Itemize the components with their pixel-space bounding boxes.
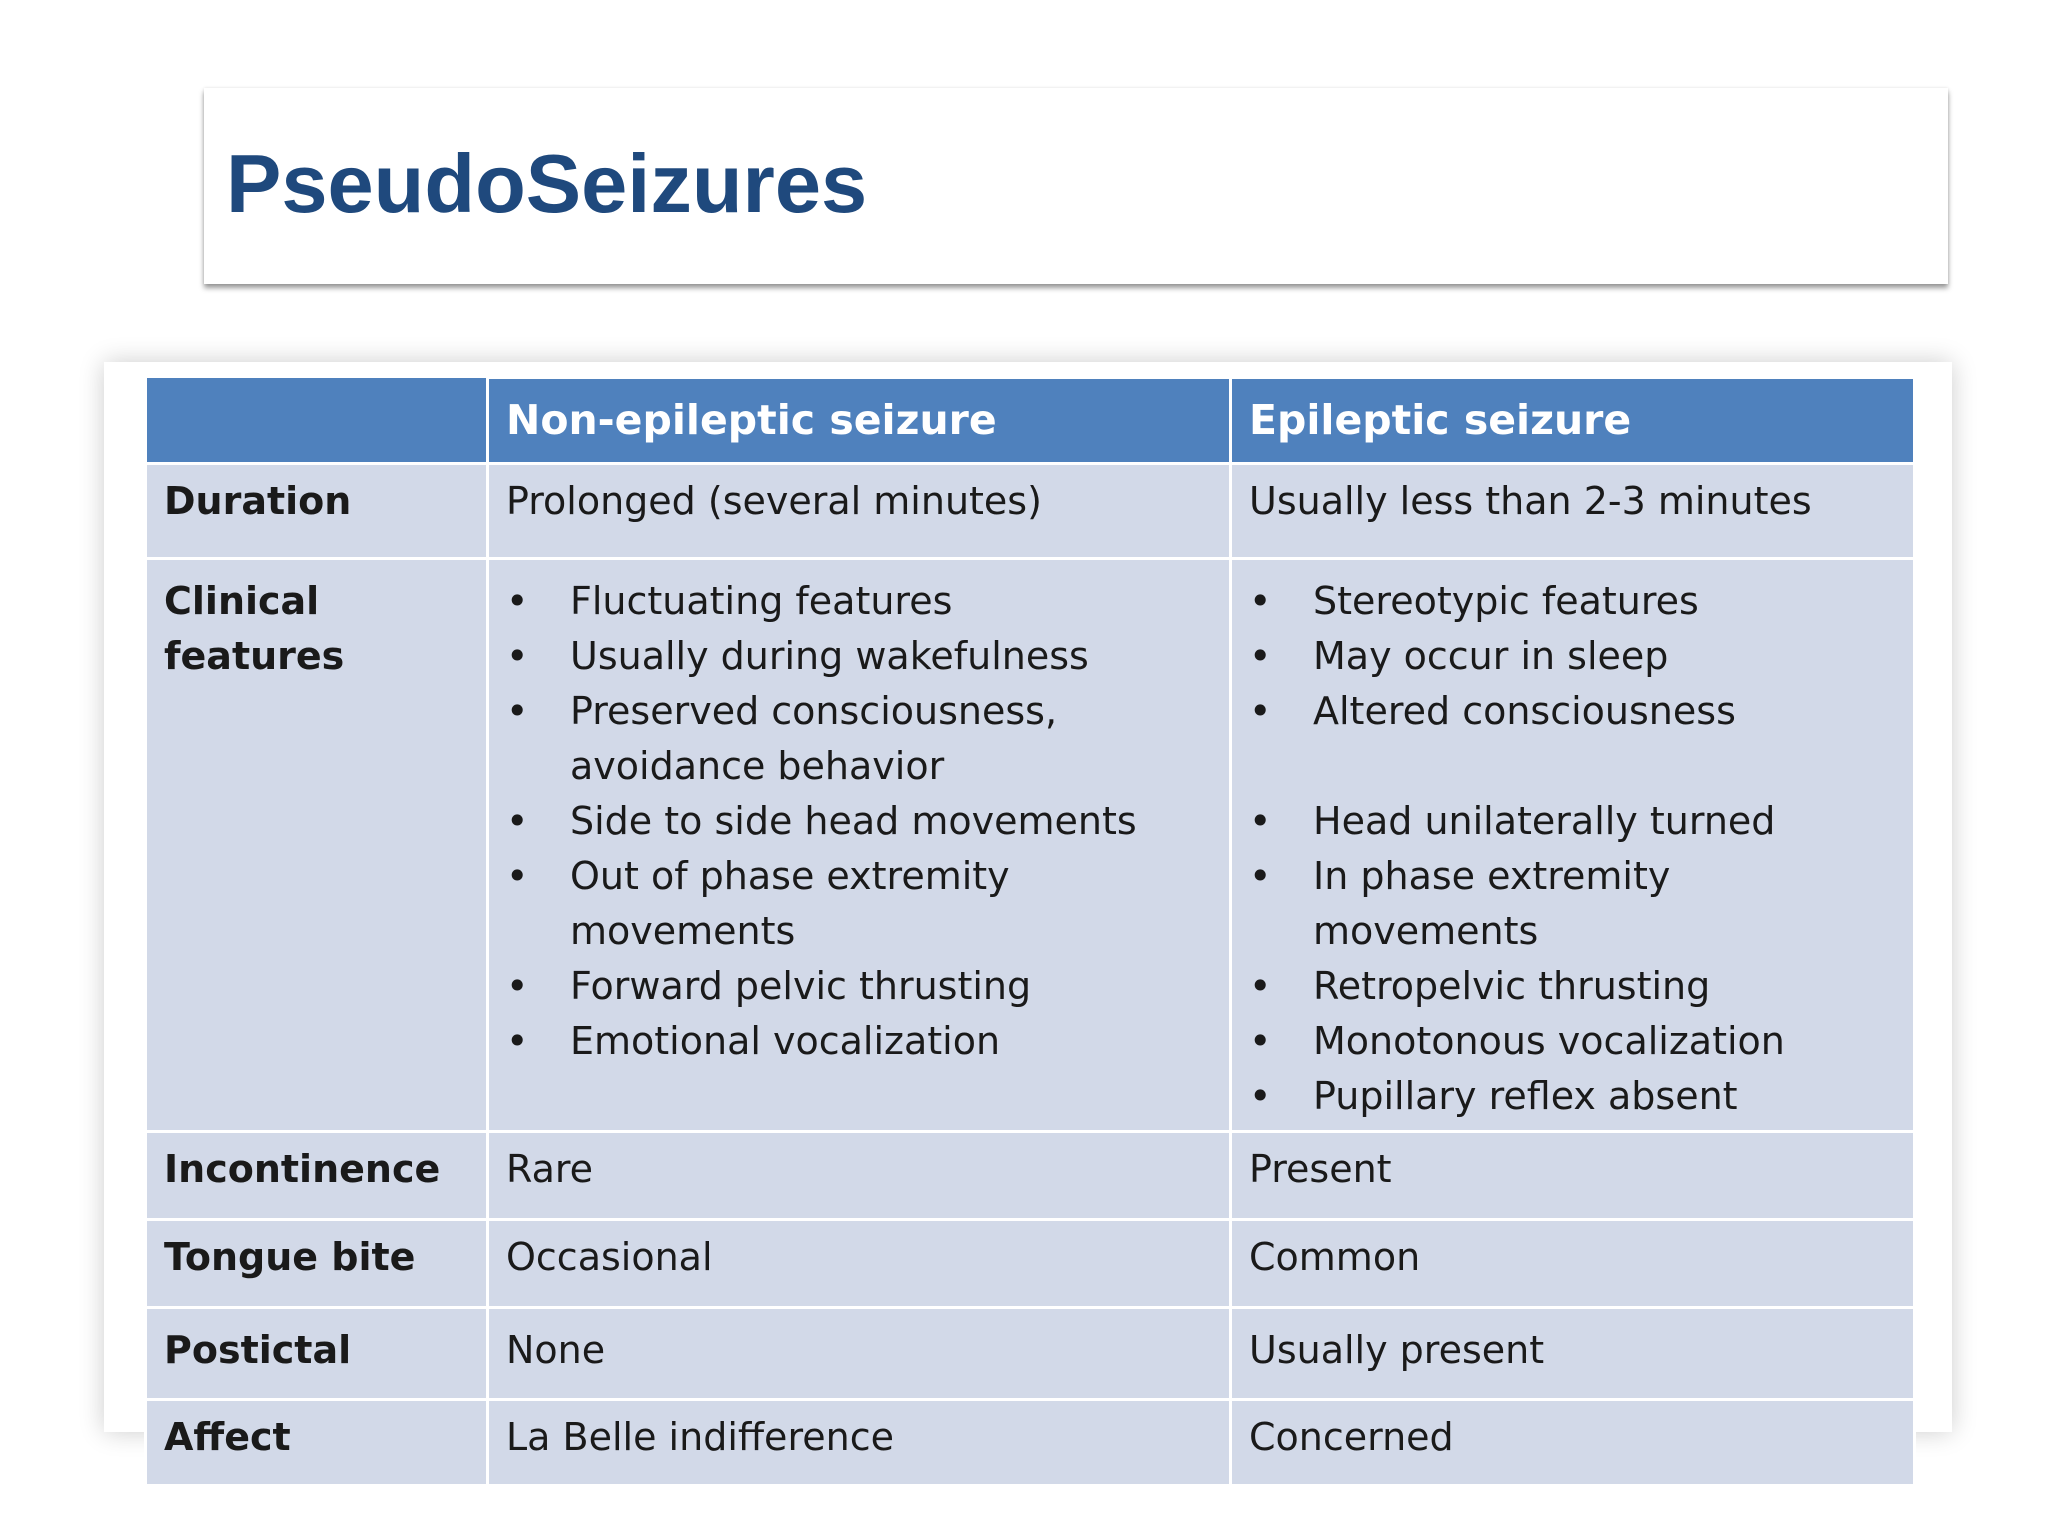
table-row-affect bbox=[146, 1400, 1915, 1486]
table-frame bbox=[104, 362, 1952, 1459]
table-row-postictal bbox=[146, 1308, 1915, 1400]
list-item: • Fluctuating features bbox=[506, 574, 1212, 629]
cell-duration-epileptic: Usually less than 2-3 minutes bbox=[1231, 464, 1915, 559]
table-row-duration bbox=[146, 464, 1915, 559]
cell-affect-non-epileptic: La Belle indifference bbox=[488, 1400, 1231, 1486]
row-label-clinical-features: Clinical features bbox=[146, 559, 488, 1132]
cell-clinical-non-epileptic bbox=[488, 559, 1231, 1132]
non-epileptic-feature-list bbox=[506, 574, 1212, 1069]
header-cell-epileptic: Epileptic seizure bbox=[1231, 378, 1915, 464]
table-row-tongue-bite bbox=[146, 1220, 1915, 1308]
list-item: • Head unilaterally turned bbox=[1249, 794, 1896, 849]
comparison-table bbox=[144, 376, 1916, 1487]
cell-incontinence-epileptic: Present bbox=[1231, 1132, 1915, 1220]
list-item: • Emotional vocalization bbox=[506, 1014, 1212, 1069]
list-item: • Altered consciousness bbox=[1249, 684, 1896, 739]
cell-tongue-bite-non-epileptic: Occasional bbox=[488, 1220, 1231, 1308]
header-cell-non-epileptic: Non-epileptic seizure bbox=[488, 378, 1231, 464]
row-label-affect: Affect bbox=[146, 1400, 488, 1486]
list-item: • Retropelvic thrusting bbox=[1249, 959, 1896, 1014]
list-item: • Monotonous vocalization bbox=[1249, 1014, 1896, 1069]
list-item: • Forward pelvic thrusting bbox=[506, 959, 1212, 1014]
slide-title: PseudoSeizures bbox=[226, 137, 868, 230]
epileptic-feature-list bbox=[1249, 574, 1896, 1124]
table-header-row bbox=[146, 378, 1915, 464]
row-label-tongue-bite: Tongue bite bbox=[146, 1220, 488, 1308]
row-label-postictal-text: Postictal bbox=[164, 1328, 352, 1372]
cell-affect-epileptic: Concerned bbox=[1231, 1400, 1915, 1486]
list-item: • Stereotypic features bbox=[1249, 574, 1896, 629]
cell-tongue-bite-epileptic: Common bbox=[1231, 1220, 1915, 1308]
cell-incontinence-non-epileptic: Rare bbox=[488, 1132, 1231, 1220]
table-row-incontinence bbox=[146, 1132, 1915, 1220]
row-label-incontinence: Incontinence bbox=[146, 1132, 488, 1220]
list-item: • May occur in sleep bbox=[1249, 629, 1896, 684]
list-item: • Usually during wakefulness bbox=[506, 629, 1212, 684]
list-item: • Pupillary reflex absent bbox=[1249, 1069, 1896, 1124]
list-item: • Preserved consciousness, avoidance behavior bbox=[506, 684, 1212, 794]
cell-clinical-epileptic bbox=[1231, 559, 1915, 1132]
list-item: • In phase extremity movements bbox=[1249, 849, 1896, 959]
row-label-postictal bbox=[146, 1308, 488, 1400]
cell-postictal-non-epileptic: None bbox=[488, 1308, 1231, 1400]
cell-postictal-epileptic: Usually present bbox=[1231, 1308, 1915, 1400]
row-label-duration: Duration bbox=[146, 464, 488, 559]
header-cell-empty bbox=[146, 378, 488, 464]
table-row-clinical-features bbox=[146, 559, 1915, 1132]
cell-duration-non-epileptic: Prolonged (several minutes) bbox=[488, 464, 1231, 559]
list-item: • Out of phase extremity movements bbox=[506, 849, 1212, 959]
list-item: • Side to side head movements bbox=[506, 794, 1212, 849]
title-box bbox=[204, 88, 1948, 284]
